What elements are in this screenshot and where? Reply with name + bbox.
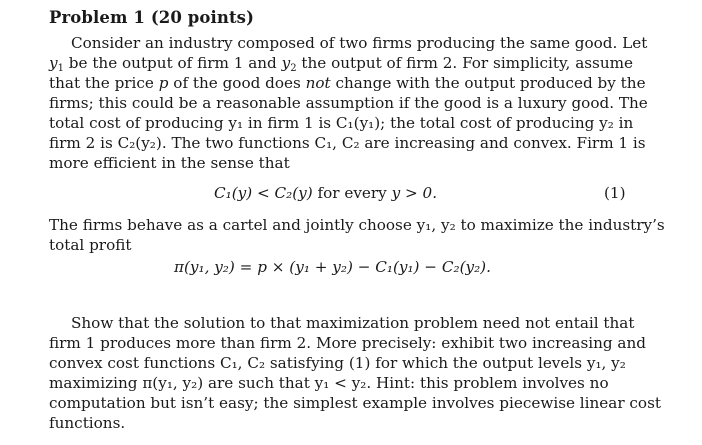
text-run: that the price — [49, 74, 159, 92]
var-y: y — [281, 54, 291, 72]
paragraph-3-line-3: convex cost functions C₁, C₂ satisfying (1) for which the output levels y₁, y₂ — [49, 354, 626, 372]
subscript: 2 — [290, 63, 297, 74]
text-run: the output of firm 2. For simplicity, assume — [296, 54, 634, 72]
paragraph-1-line-1: Consider an industry composed of two firms producing the same good. Let — [71, 34, 648, 52]
paragraph-1-line-2 — [49, 53, 634, 74]
paragraph-2-line-1: The firms behave as a cartel and jointly choose y₁, y₂ to maximize the industry’s — [49, 216, 665, 234]
var-p: p — [158, 74, 169, 92]
paragraph-3-line-1: Show that the solution to that maximization problem need not entail that — [71, 314, 635, 332]
paragraph-1-line-5: total cost of producing y₁ in firm 1 is C₁(y₁); the total cost of producing y₂ in — [49, 114, 634, 132]
text-run: change with the output produced by the — [330, 74, 646, 92]
equation-1-condition: y > 0. — [391, 184, 438, 202]
equation-1-text: for every — [312, 184, 392, 202]
text-run: be the output of firm 1 and — [63, 54, 282, 72]
equation-1 — [214, 184, 437, 202]
paragraph-1-line-3 — [49, 73, 646, 93]
text-run: of the good does — [168, 74, 306, 92]
subscript: 1 — [57, 63, 64, 74]
paragraph-3-line-6: functions. — [49, 414, 126, 432]
equation-2: π(y₁, y₂) = p × (y₁ + y₂) − C₁(y₁) − C₂(y₂). — [174, 258, 491, 276]
emphasis-not: not — [305, 74, 331, 92]
paragraph-1-line-6: firm 2 is C₂(y₂). The two functions C₁, C₂ are increasing and convex. Firm 1 is — [49, 134, 646, 152]
equation-1-lhs: C₁(y) < C₂(y) — [214, 184, 313, 202]
var-y: y — [49, 54, 58, 72]
paragraph-1-line-4: firms; this could be a reasonable assumption if the good is a luxury good. The — [49, 94, 648, 112]
paragraph-3-line-2: firm 1 produces more than firm 2. More precisely: exhibit two increasing and — [49, 334, 646, 352]
paragraph-3-line-5: computation but isn’t easy; the simplest example involves piecewise linear cost — [49, 394, 661, 412]
equation-1-number: (1) — [604, 184, 626, 202]
paragraph-2-line-2: total profit — [49, 236, 132, 254]
problem-heading: Problem 1 (20 points) — [49, 8, 254, 27]
paragraph-1-line-7: more efficient in the sense that — [49, 154, 290, 172]
paragraph-3-line-4: maximizing π(y₁, y₂) are such that y₁ < y₂. Hint: this problem involves no — [49, 374, 609, 392]
